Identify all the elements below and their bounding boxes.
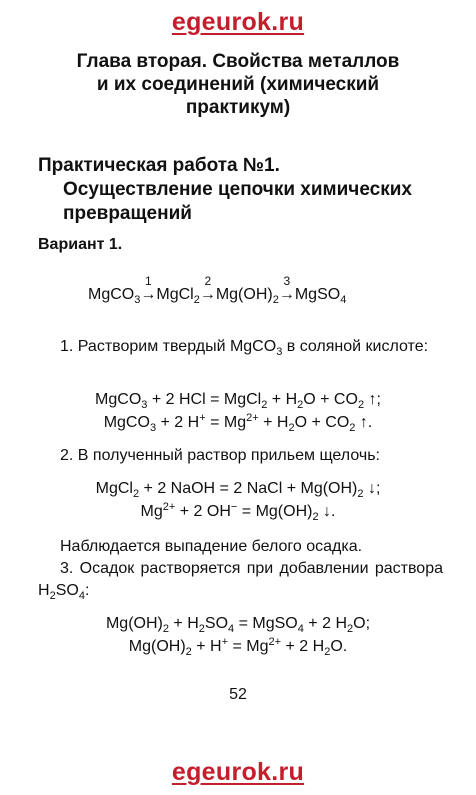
chapter-title — [50, 50, 426, 119]
eq-part: O; — [353, 615, 371, 632]
subscript: 2 — [261, 399, 268, 411]
chapter-title-line: Глава вторая. Свойства металлов — [76, 51, 400, 72]
eq-part: MgCO — [95, 391, 142, 408]
eq-part: + 2 H — [156, 414, 200, 431]
chapter-title-line: и их соединений (химический — [96, 74, 380, 95]
step1-equation-2 — [0, 412, 476, 434]
subscript: 3 — [134, 294, 141, 306]
subscript: 2 — [357, 399, 365, 411]
superscript: 2+ — [268, 636, 282, 648]
eq-part: = Mg — [228, 638, 269, 655]
step3-text — [38, 558, 443, 602]
subscript: 2 — [198, 623, 205, 635]
subscript: 2 — [349, 422, 356, 434]
eq-part: ↓; — [363, 480, 381, 497]
work-title-line: Осуществление цепочки химических — [63, 179, 412, 200]
eq-part: O. — [330, 638, 348, 655]
eq-part: MgCO — [103, 414, 150, 431]
formula: MgSO — [294, 286, 341, 303]
superscript: − — [230, 501, 238, 513]
superscript: 2+ — [246, 412, 259, 424]
watermark-bottom[interactable]: egeurok.ru — [171, 758, 305, 786]
transformation-chain — [88, 274, 347, 306]
chapter-title-line: практикум) — [185, 97, 291, 118]
eq-part: O + CO — [303, 391, 358, 408]
subscript: 2 — [324, 646, 331, 658]
subscript: 4 — [340, 294, 347, 306]
step1-text — [38, 336, 443, 358]
subscript: 3 — [141, 399, 148, 411]
eq-part: + 2 OH — [175, 503, 231, 520]
eq-part: Mg(OH) — [128, 638, 186, 655]
text: 1. Растворим твердый MgCO — [60, 338, 277, 355]
practical-work-title — [38, 154, 458, 226]
eq-part: = MgSO — [234, 615, 298, 632]
subscript: 2 — [272, 294, 279, 306]
eq-part: + 2 NaOH = 2 NaCl + Mg(OH) — [139, 480, 358, 497]
text: в соляной кислоте: — [282, 338, 429, 355]
eq-part: MgCl — [95, 480, 133, 497]
eq-part: SO — [204, 615, 229, 632]
arrow-number: 1 — [145, 274, 152, 288]
superscript: 2+ — [162, 501, 176, 513]
eq-part: + H — [258, 414, 289, 431]
step2-equation-2 — [0, 501, 476, 523]
eq-part: + 2 HCl = MgCl — [147, 391, 262, 408]
eq-part: ↑; — [364, 391, 381, 408]
subscript: 3 — [149, 422, 157, 434]
subscript: 3 — [276, 346, 283, 358]
observation-text: Наблюдается выпадение белого осадка. — [60, 538, 363, 555]
step2-equation-1 — [0, 478, 476, 500]
formula: MgCl — [156, 286, 194, 303]
eq-part: = Mg(OH) — [237, 503, 313, 520]
eq-part: = Mg — [205, 414, 247, 431]
eq-part: + 2 H — [303, 615, 347, 632]
arrow-number: 3 — [283, 274, 291, 288]
subscript: 2 — [193, 294, 200, 306]
arrow-3: 3 → — [278, 274, 295, 303]
eq-part: + H — [168, 615, 199, 632]
superscript: + — [221, 636, 229, 648]
subscript: 2 — [162, 623, 169, 635]
subscript: 4 — [78, 590, 85, 602]
superscript: + — [199, 412, 206, 424]
subscript: 2 — [357, 488, 364, 500]
eq-part: Mg — [140, 503, 163, 520]
eq-part: + 2 H — [281, 638, 325, 655]
formula: MgCO — [88, 286, 135, 303]
eq-part: ↑. — [355, 414, 373, 431]
subscript: 2 — [312, 511, 319, 523]
watermark-top[interactable]: egeurok.ru — [171, 8, 305, 36]
subscript: 4 — [297, 623, 304, 635]
subscript: 4 — [228, 623, 235, 635]
text: SO — [55, 582, 79, 599]
arrow-1: 1 → — [140, 274, 157, 303]
formula: Mg(OH) — [215, 286, 273, 303]
eq-part: ↓. — [318, 503, 336, 520]
eq-part: + H — [267, 391, 298, 408]
subscript: 2 — [132, 488, 140, 500]
arrow-2: 2 → — [199, 274, 216, 303]
eq-part: O + CO — [294, 414, 350, 431]
variant-heading: Вариант 1. — [38, 236, 123, 253]
subscript: 2 — [288, 422, 295, 434]
page-number: 52 — [229, 686, 247, 703]
step2-text: 2. В полученный раствор прильем щелочь: — [60, 447, 380, 464]
subscript: 2 — [347, 623, 354, 635]
eq-part: Mg(OH) — [105, 615, 163, 632]
work-title-line: Практическая работа №1. — [38, 155, 280, 176]
arrow-number: 2 — [204, 274, 212, 288]
step3-equation-1 — [0, 613, 476, 635]
eq-part: + H — [191, 638, 222, 655]
subscript: 2 — [297, 399, 304, 411]
step1-equation-1 — [0, 389, 476, 411]
text: 3. Осадок растворяется при добавлении раствора H — [38, 560, 443, 599]
step3-equation-2 — [0, 636, 476, 658]
subscript: 2 — [49, 590, 56, 602]
work-title-line: превращений — [63, 203, 192, 224]
text: : — [84, 582, 90, 599]
subscript: 2 — [185, 646, 192, 658]
